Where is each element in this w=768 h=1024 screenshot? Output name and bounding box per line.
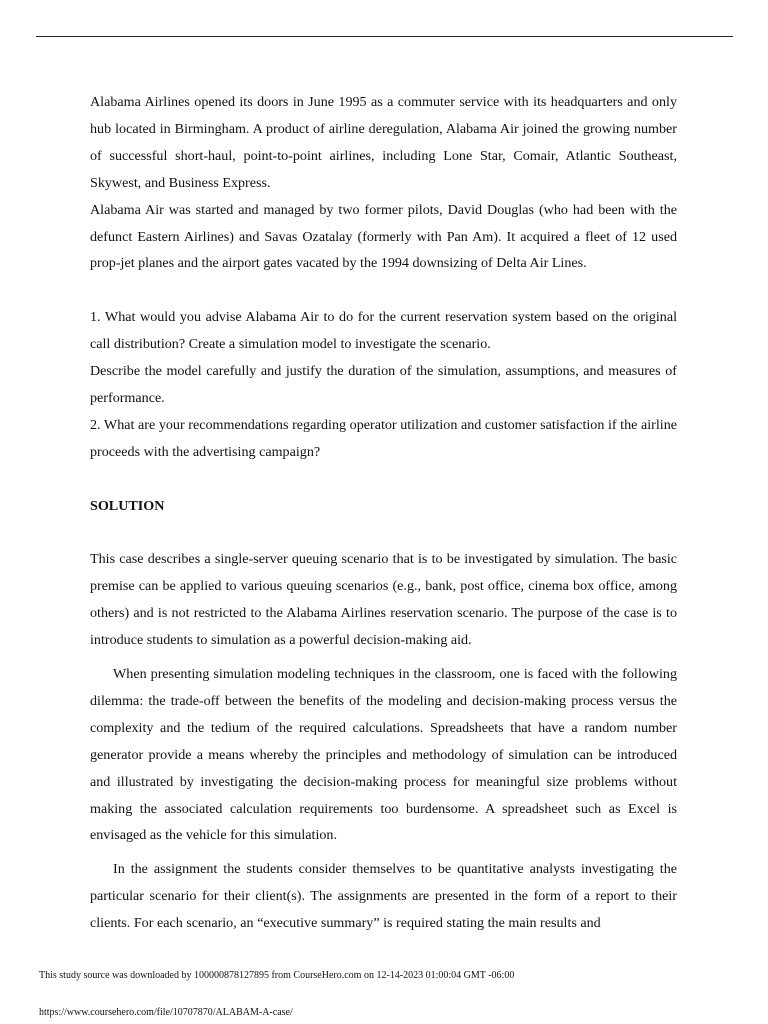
solution-heading: SOLUTION (90, 497, 165, 514)
document-body (90, 89, 677, 937)
intro-paragraph-2: Alabama Air was started and managed by two former pilots, David Douglas (who had been with the defunct Eastern Airlines) and Savas Ozatalay (formerly with Pan Am). It acquired a fleet of 12 used prop-jet planes and the airport gates vacated by the 1994 downsizing of Delta Air Lines. (90, 201, 677, 272)
spacer (90, 466, 677, 493)
spacer (90, 654, 677, 661)
question-1: 1. What would you advise Alabama Air to do for the current reservation system based on the original call distribution? Create a simulation model to investigate the scenario. (90, 309, 677, 353)
question-2: 2. What are your recommendations regarding operator utilization and customer satisfaction if the airline proceeds with the advertising campaign? (90, 416, 677, 460)
spacer (90, 519, 677, 546)
solution-paragraph-2: When presenting simulation modeling techniques in the classroom, one is faced with the following dilemma: the trade-off between the benefits of the modeling and decision-making process versus the complexity and the tedium of the required calculations. Spreadsheets that have a random number generator provide a means whereby the principles and methodology of simulation can be introduced and illustrated by investigating the decision-making process for meaningful size problems without making the associated calculation requirements too burdensome. A spreadsheet such as Excel is envisaged as the vehicle for this simulation. (90, 665, 677, 844)
question-1-detail: Describe the model carefully and justify the duration of the simulation, assumptions, and measures of performance. (90, 363, 677, 406)
top-rule (36, 36, 733, 37)
spacer (90, 277, 677, 304)
download-source-note: This study source was downloaded by 100000878127895 from CourseHero.com on 12-14-2023 01:00:04 GMT -06:00 (39, 970, 515, 981)
source-url-link[interactable]: https://www.coursehero.com/file/10707870/ALABAM-A-case/ (39, 1007, 293, 1018)
solution-paragraph-3: In the assignment the students consider themselves to be quantitative analysts investigating the particular scenario for their client(s). The assignments are presented in the form of a report to their clients. For each scenario, an “executive summary” is required stating the main results and (90, 861, 677, 932)
intro-paragraph-1: Alabama Airlines opened its doors in June 1995 as a commuter service with its headquarters and only hub located in Birmingham. A product of airline deregulation, Alabama Air joined the growing number of successful short-haul, point-to-point airlines, including Lone Star, Comair, Atlantic Southeast, Skywest, and Business Express. (90, 94, 677, 191)
solution-paragraph-1: This case describes a single-server queuing scenario that is to be investigated by simulation. The basic premise can be applied to various queuing scenarios (e.g., bank, post office, cinema box office, among others) and is not restricted to the Alabama Airlines reservation scenario. The purpose of the case is to introduce students to simulation as a powerful decision-making aid. (90, 551, 677, 649)
spacer (90, 849, 677, 856)
